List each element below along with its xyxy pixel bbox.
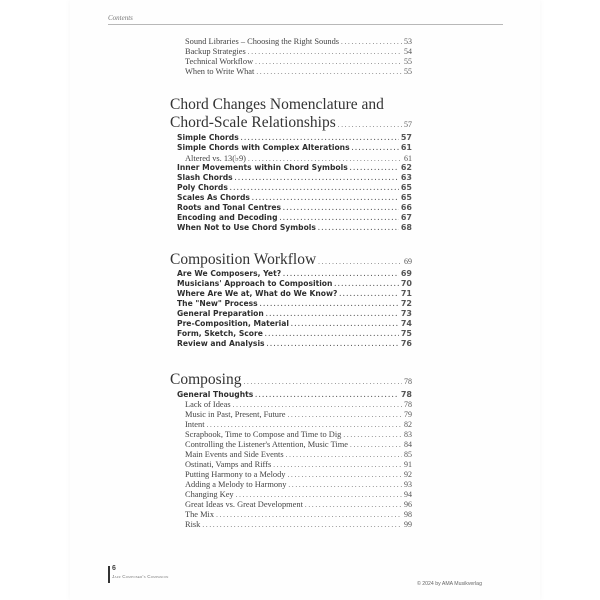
chapter-heading[interactable]: Composition Workflow . . . 69 bbox=[170, 251, 412, 271]
page-number: 61 bbox=[400, 143, 412, 152]
toc-entry[interactable]: Pre-Composition, Material . . . 74 bbox=[170, 319, 412, 328]
page-number: 55 bbox=[404, 57, 412, 66]
page-number: 93 bbox=[404, 480, 412, 489]
toc-entry[interactable]: Roots and Tonal Centres . . . 66 bbox=[170, 203, 412, 212]
page-number: 83 bbox=[404, 430, 412, 439]
dot-leader bbox=[267, 340, 399, 348]
page-number: 66 bbox=[400, 203, 412, 212]
dot-leader bbox=[241, 134, 399, 142]
page-number: 92 bbox=[404, 470, 412, 479]
page-number: 54 bbox=[404, 47, 412, 56]
page-number: 57 bbox=[400, 133, 412, 142]
page-number: 71 bbox=[400, 289, 412, 298]
toc-entry[interactable]: Music in Past, Present, Future . . . 79 bbox=[170, 410, 412, 419]
toc-entry[interactable]: Scales As Chords . . . 65 bbox=[170, 193, 412, 202]
page-number: 61 bbox=[404, 154, 412, 163]
page-number: 69 bbox=[404, 257, 412, 266]
toc-entry[interactable]: Backup Strategies . . . 54 bbox=[170, 47, 412, 56]
page-number: 55 bbox=[404, 67, 412, 76]
page-number: 78 bbox=[404, 377, 412, 386]
toc-entry[interactable]: When to Write What . . . 55 bbox=[170, 67, 412, 76]
dot-leader bbox=[265, 330, 399, 338]
toc-entry[interactable]: Risk . . . 99 bbox=[170, 520, 412, 529]
chapter-heading[interactable]: Chord-Scale Relationships . . . 57 bbox=[170, 114, 412, 134]
page-number: 63 bbox=[400, 173, 412, 182]
page-number: 68 bbox=[400, 223, 412, 232]
toc-entry[interactable]: Changing Key . . . 94 bbox=[170, 490, 412, 499]
toc-entry[interactable]: Musicians' Approach to Composition . . . 70 bbox=[170, 279, 412, 288]
toc-entry[interactable]: Intent . . . 82 bbox=[170, 420, 412, 429]
dot-leader bbox=[305, 501, 402, 509]
running-head: Contents bbox=[108, 14, 133, 22]
footer-copyright: © 2024 by AMA Musikverlag bbox=[417, 581, 482, 587]
dot-leader bbox=[266, 310, 399, 318]
page-number: 82 bbox=[404, 420, 412, 429]
dot-leader bbox=[248, 155, 402, 163]
dot-leader bbox=[243, 373, 402, 391]
dot-leader bbox=[207, 421, 402, 429]
toc-entry[interactable]: Simple Chords with Complex Alterations . . . 61 bbox=[170, 143, 412, 152]
dot-leader bbox=[280, 214, 399, 222]
chapter-title-line1[interactable]: Chord Changes Nomenclature and bbox=[170, 96, 384, 113]
dot-leader bbox=[256, 68, 402, 76]
dot-leader bbox=[288, 471, 403, 479]
header-rule bbox=[108, 24, 503, 25]
dot-leader bbox=[236, 491, 402, 499]
toc-entry[interactable]: Altered vs. 13(♭9) . . . 61 bbox=[170, 153, 412, 163]
toc-entry[interactable]: General Thoughts . . . 78 bbox=[170, 390, 412, 399]
dot-leader bbox=[318, 224, 399, 232]
dot-leader bbox=[260, 300, 399, 308]
page-number: 84 bbox=[404, 440, 412, 449]
page-number: 72 bbox=[400, 299, 412, 308]
toc-entry[interactable]: When Not to Use Chord Symbols . . . 68 bbox=[170, 223, 412, 232]
toc-entry[interactable]: Putting Harmony to a Melody . . . 92 bbox=[170, 470, 412, 479]
dot-leader bbox=[230, 184, 399, 192]
page-number: 75 bbox=[400, 329, 412, 338]
toc-entry[interactable]: Adding a Melody to Harmony . . . 93 bbox=[170, 480, 412, 489]
dot-leader bbox=[252, 194, 399, 202]
footer-page-number: 6 bbox=[112, 565, 116, 572]
page-number: 76 bbox=[400, 339, 412, 348]
toc-entry[interactable]: The Mix . . . 98 bbox=[170, 510, 412, 519]
toc-entry[interactable]: Inner Movements within Chord Symbols . . . 62 bbox=[170, 163, 412, 172]
toc-entry[interactable]: Slash Chords . . . 63 bbox=[170, 173, 412, 182]
footer-book-title: Jazz Composer's Companion bbox=[112, 574, 169, 579]
dot-leader bbox=[338, 116, 402, 134]
dot-leader bbox=[255, 391, 399, 399]
dot-leader bbox=[235, 174, 399, 182]
toc-entry[interactable]: Where Are We at, What do We Know? . . . 71 bbox=[170, 289, 412, 298]
page-number: 69 bbox=[400, 269, 412, 278]
dot-leader bbox=[288, 411, 403, 419]
dot-leader bbox=[233, 401, 402, 409]
page-number: 65 bbox=[400, 193, 412, 202]
toc-entry[interactable]: Great Ideas vs. Great Development . . . 96 bbox=[170, 500, 412, 509]
dot-leader bbox=[343, 431, 402, 439]
toc-entry[interactable]: Technical Workflow . . . 55 bbox=[170, 57, 412, 66]
dot-leader bbox=[352, 144, 399, 152]
toc-entry[interactable]: The "New" Process . . . 72 bbox=[170, 299, 412, 308]
page-number: 99 bbox=[404, 520, 412, 529]
dot-leader bbox=[288, 481, 402, 489]
toc-entry[interactable]: Simple Chords . . . 57 bbox=[170, 133, 412, 142]
dot-leader bbox=[339, 290, 398, 298]
toc-entry[interactable]: Controlling the Listener's Attention, Music Time . . . 84 bbox=[170, 440, 412, 449]
toc-entry[interactable]: Form, Sketch, Score . . . 75 bbox=[170, 329, 412, 338]
dot-leader bbox=[202, 521, 402, 529]
toc-entry[interactable]: Ostinati, Vamps and Riffs . . . 91 bbox=[170, 460, 412, 469]
dot-leader bbox=[216, 511, 402, 519]
dot-leader bbox=[286, 451, 402, 459]
page-number: 65 bbox=[400, 183, 412, 192]
dot-leader bbox=[255, 58, 402, 66]
page-number: 96 bbox=[404, 500, 412, 509]
page-number: 62 bbox=[400, 163, 412, 172]
page-number: 73 bbox=[400, 309, 412, 318]
toc-entry[interactable]: Are We Composers, Yet? . . . 69 bbox=[170, 269, 412, 278]
toc-entry[interactable]: Scrapbook, Time to Compose and Time to Dig . . . 83 bbox=[170, 430, 412, 439]
dot-leader bbox=[283, 270, 399, 278]
dot-leader bbox=[341, 38, 402, 46]
dot-leader bbox=[291, 320, 399, 328]
toc-entry[interactable]: General Preparation . . . 73 bbox=[170, 309, 412, 318]
dot-leader bbox=[283, 204, 399, 212]
page-number: 94 bbox=[404, 490, 412, 499]
page-number: 79 bbox=[404, 410, 412, 419]
toc-entry[interactable]: Review and Analysis . . . 76 bbox=[170, 339, 412, 348]
dot-leader bbox=[350, 441, 402, 449]
page-number: 74 bbox=[400, 319, 412, 328]
dot-leader bbox=[334, 280, 398, 288]
toc-entry[interactable]: Encoding and Decoding . . . 67 bbox=[170, 213, 412, 222]
toc-entry[interactable]: Lack of Ideas . . . 78 bbox=[170, 400, 412, 409]
page-number: 53 bbox=[404, 37, 412, 46]
page-number: 91 bbox=[404, 460, 412, 469]
page-number: 70 bbox=[400, 279, 412, 288]
toc-entry[interactable]: Sound Libraries – Choosing the Right Sounds . . . 53 bbox=[170, 37, 412, 46]
dot-leader bbox=[273, 461, 402, 469]
dot-leader bbox=[350, 164, 399, 172]
toc-entry[interactable]: Main Events and Side Events . . . 85 bbox=[170, 450, 412, 459]
chapter-heading[interactable]: Composing . . . 78 bbox=[170, 371, 412, 391]
dot-leader bbox=[248, 48, 402, 56]
toc-entry[interactable]: Poly Chords . . . 65 bbox=[170, 183, 412, 192]
page-number: 98 bbox=[404, 510, 412, 519]
footer-bar bbox=[108, 566, 110, 583]
page-number: 67 bbox=[400, 213, 412, 222]
page-number: 57 bbox=[404, 120, 412, 129]
page-number: 78 bbox=[400, 390, 412, 399]
page-number: 85 bbox=[404, 450, 412, 459]
page-number: 78 bbox=[404, 400, 412, 409]
